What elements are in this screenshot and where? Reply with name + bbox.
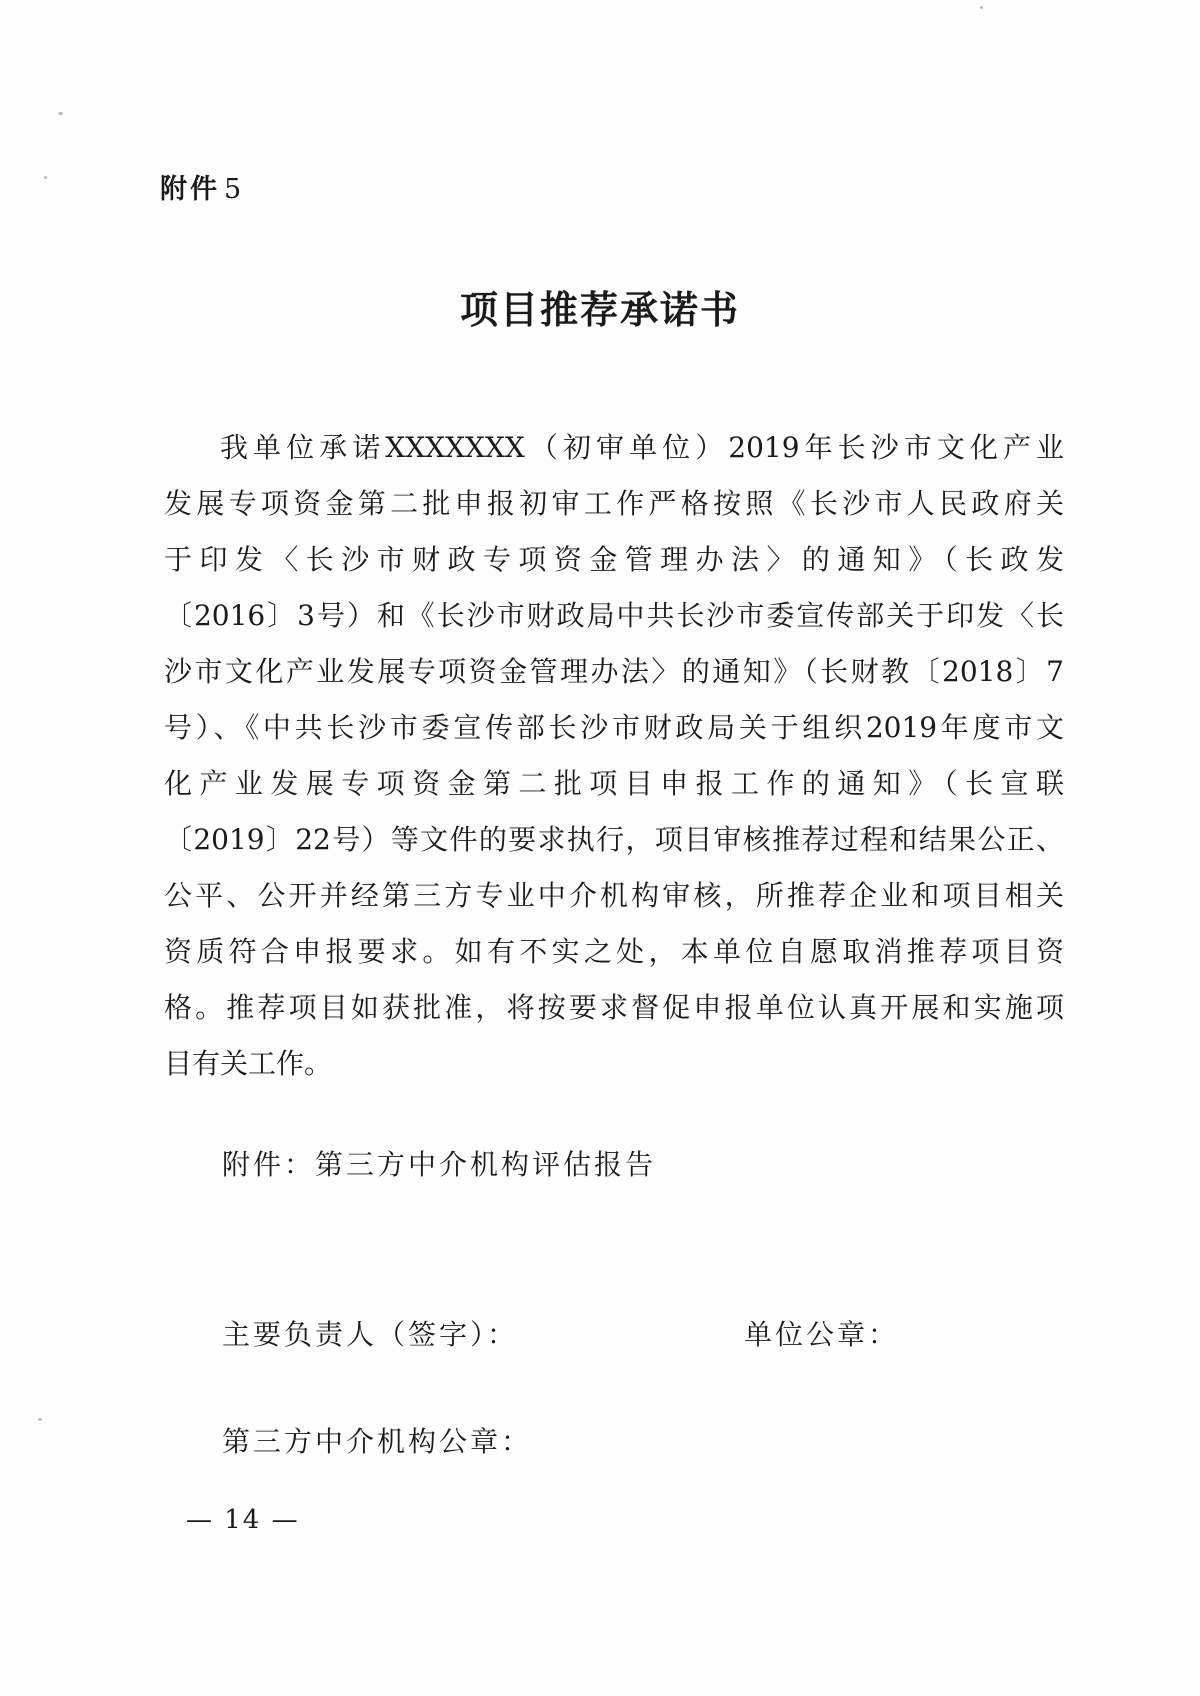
attachment-label-text: 附件	[160, 174, 220, 205]
document-title: 项目推荐承诺书	[459, 287, 740, 332]
unit-seal-label: 单位公章：	[744, 1318, 900, 1351]
body-line: 发展专项资金第二批申报初审工作严格按照《长沙市人民政府关	[164, 487, 1064, 520]
body-line: 公平、公开并经第三方专业中介机构审核，所推荐企业和项目相关	[164, 879, 1064, 912]
body-line: 于印发〈长沙市财政专项资金管理办法〉的通知》（长政发	[164, 543, 1064, 576]
body-line: 号）、《中共长沙市委宣传部长沙市财政局关于组织2019年度市文	[164, 711, 1064, 744]
body-line: 化产业发展专项资金第二批项目申报工作的通知》（长宣联	[164, 767, 1064, 800]
leader-signature-label: 主要负责人（签字）：	[222, 1318, 519, 1351]
body-line: 我单位承诺XXXXXXX（初审单位）2019年长沙市文化产业	[220, 431, 1064, 464]
body-line: 目有关工作。	[164, 1047, 333, 1080]
scan-speck	[58, 112, 63, 115]
scan-speck	[44, 176, 47, 179]
body-line: 格。推荐项目如获批准，将按要求督促申报单位认真开展和实施项	[164, 991, 1064, 1024]
attachment-label	[160, 172, 241, 208]
attachment-note: 附件：第三方中介机构评估报告	[222, 1148, 657, 1181]
attachment-number: 5	[224, 174, 242, 205]
scan-speck	[38, 1418, 42, 1421]
body-line: 资质符合申报要求。如有不实之处，本单位自愿取消推荐项目资	[164, 935, 1064, 968]
body-line: 〔2016〕3号）和《长沙市财政局中共长沙市委宣传部关于印发〈长	[164, 599, 1064, 632]
body-line: 沙市文化产业发展专项资金管理办法〉的通知》（长财教〔2018〕7	[164, 655, 1064, 688]
third-party-seal-label: 第三方中介机构公章：	[222, 1425, 533, 1458]
body-line: 〔2019〕22号）等文件的要求执行，项目审核推荐过程和结果公正、	[164, 823, 1064, 856]
scan-speck	[980, 6, 983, 9]
body-paragraph	[164, 420, 1064, 1092]
page-number: — 14 —	[186, 1505, 300, 1535]
